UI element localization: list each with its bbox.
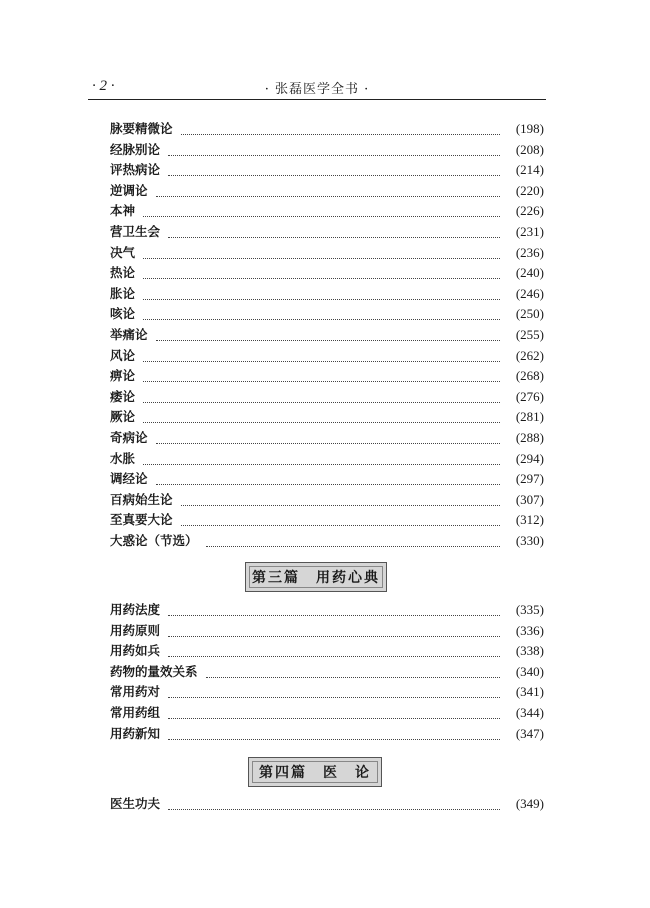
toc-entry-title: 举痛论 — [110, 327, 148, 342]
dot-leader — [168, 697, 500, 698]
dot-leader — [181, 134, 500, 135]
dot-leader — [143, 381, 500, 382]
toc-entry-page: (236) — [515, 244, 544, 260]
toc-entry-title: 医生功夫 — [110, 796, 161, 811]
dot-leader — [143, 319, 500, 320]
dot-leader — [143, 422, 500, 423]
dot-leader — [206, 546, 500, 547]
toc-entry — [110, 703, 544, 723]
dot-leader — [143, 299, 500, 300]
toc-entry — [110, 641, 544, 661]
toc-entry-page: (255) — [515, 327, 544, 342]
dot-leader — [168, 636, 500, 637]
dot-leader — [143, 464, 500, 465]
toc-entry-page: (240) — [515, 265, 544, 281]
toc-entry — [110, 263, 544, 283]
toc-entry-title: 百病始生论 — [110, 491, 173, 507]
dot-leader — [168, 656, 500, 657]
toc-entry-title: 热论 — [110, 265, 136, 281]
toc-entry-page: (198) — [515, 121, 544, 136]
page-number: · 2 · — [92, 78, 115, 94]
dot-leader — [143, 216, 500, 217]
toc-entry-page: (208) — [515, 141, 544, 157]
toc-entry — [110, 325, 544, 345]
toc-entry — [110, 490, 544, 510]
toc-entry-page: (268) — [515, 368, 544, 384]
toc-entry — [110, 407, 544, 427]
section-heading-part4: 第四篇 医 论 — [259, 765, 371, 781]
toc-entry — [110, 621, 544, 641]
toc-entry — [110, 531, 544, 551]
dot-leader — [168, 155, 500, 156]
dot-leader — [168, 809, 500, 810]
toc-entry-page: (214) — [515, 162, 544, 178]
toc-entry-page: (330) — [515, 533, 544, 548]
toc-entry-page: (294) — [515, 450, 544, 466]
toc-entry-title: 经脉别论 — [110, 141, 161, 157]
dot-leader — [143, 361, 500, 362]
running-header — [88, 76, 546, 100]
toc-entry-title: 风论 — [110, 347, 136, 363]
toc-entry-page: (349) — [515, 796, 544, 811]
toc-entry-page: (297) — [515, 471, 544, 487]
toc-entry — [110, 662, 544, 682]
toc-entry-page: (335) — [515, 602, 544, 617]
toc-entry-page: (347) — [515, 725, 544, 741]
toc-entry-page: (220) — [515, 182, 544, 198]
toc-entry — [110, 682, 544, 702]
toc-entry — [110, 346, 544, 366]
toc-entry-title: 药物的量效关系 — [110, 663, 198, 679]
toc-entry-page: (250) — [515, 306, 544, 322]
toc-entry-page: (344) — [515, 705, 544, 720]
dot-leader — [181, 505, 500, 506]
book-title: · 张磊医学全书 · — [264, 82, 370, 97]
toc-entry-title: 痹论 — [110, 368, 136, 384]
header-rule — [88, 99, 546, 100]
toc-entry — [110, 600, 544, 620]
toc-entry — [110, 140, 544, 160]
toc-entry — [110, 469, 544, 489]
section-banner-part4 — [248, 757, 382, 787]
dot-leader — [168, 175, 500, 176]
toc-entry-title: 水胀 — [110, 450, 136, 466]
toc-entry-page: (338) — [515, 643, 544, 659]
toc-entry — [110, 449, 544, 469]
toc-entry-page: (312) — [515, 512, 544, 528]
toc-entry — [110, 181, 544, 201]
toc-entry — [110, 794, 544, 814]
toc-entry-title: 胀论 — [110, 285, 136, 301]
toc-entry-title: 厥论 — [110, 409, 136, 425]
dot-leader — [143, 258, 500, 259]
section-heading-part3: 第三篇 用药心典 — [252, 570, 380, 586]
dot-leader — [156, 443, 500, 444]
toc-entry — [110, 284, 544, 304]
dot-leader — [206, 677, 500, 678]
dot-leader — [143, 402, 500, 403]
dot-leader — [181, 525, 500, 526]
toc-entry-title: 脉要精微论 — [110, 121, 173, 136]
toc-entry — [110, 366, 544, 386]
toc-entry-title: 用药法度 — [110, 602, 161, 617]
toc-entry-title: 用药新知 — [110, 725, 161, 741]
toc-entry-title: 奇病论 — [110, 430, 148, 445]
toc-entry — [110, 428, 544, 448]
toc-entry — [110, 510, 544, 530]
dot-leader — [168, 615, 500, 616]
dot-leader — [168, 739, 500, 740]
toc-entry-page: (246) — [515, 285, 544, 301]
toc-entry-page: (231) — [515, 224, 544, 239]
dot-leader — [156, 484, 500, 485]
toc-entry-title: 常用药对 — [110, 684, 161, 700]
toc-entry-page: (276) — [515, 388, 544, 404]
toc-entry-page: (281) — [515, 409, 544, 425]
toc-entry-page: (341) — [515, 684, 544, 700]
toc-entry-title: 用药原则 — [110, 622, 161, 638]
toc-entry-title: 评热病论 — [110, 162, 161, 178]
dot-leader — [156, 196, 500, 197]
dot-leader — [168, 718, 500, 719]
toc-entry-title: 用药如兵 — [110, 643, 161, 659]
toc-entry — [110, 119, 544, 139]
toc-entry-title: 痿论 — [110, 388, 136, 404]
dot-leader — [168, 237, 500, 238]
toc-entry-page: (307) — [515, 491, 544, 507]
dot-leader — [156, 340, 500, 341]
toc-entry-title: 至真要大论 — [110, 512, 173, 528]
toc-entry — [110, 201, 544, 221]
toc-entry — [110, 387, 544, 407]
toc-entry-title: 本神 — [110, 203, 136, 219]
toc-entry-page: (262) — [515, 347, 544, 363]
toc-entry-page: (288) — [515, 430, 544, 445]
toc-entry — [110, 222, 544, 242]
toc-entry — [110, 304, 544, 324]
toc-entry — [110, 160, 544, 180]
toc-entry-title: 决气 — [110, 244, 136, 260]
dot-leader — [143, 278, 500, 279]
toc-entry-title: 调经论 — [110, 471, 148, 487]
toc-entry-title: 营卫生会 — [110, 224, 161, 239]
toc-entry-page: (340) — [515, 663, 544, 679]
toc-entry-title: 常用药组 — [110, 705, 161, 720]
toc-entry-title: 逆调论 — [110, 182, 148, 198]
toc-entry-title: 咳论 — [110, 306, 136, 322]
toc-entry-page: (226) — [515, 203, 544, 219]
section-banner-part3 — [245, 562, 387, 592]
toc-entry-page: (336) — [515, 622, 544, 638]
toc-entry — [110, 243, 544, 263]
toc-entry — [110, 724, 544, 744]
toc-entry-title: 大惑论（节选） — [110, 533, 198, 548]
